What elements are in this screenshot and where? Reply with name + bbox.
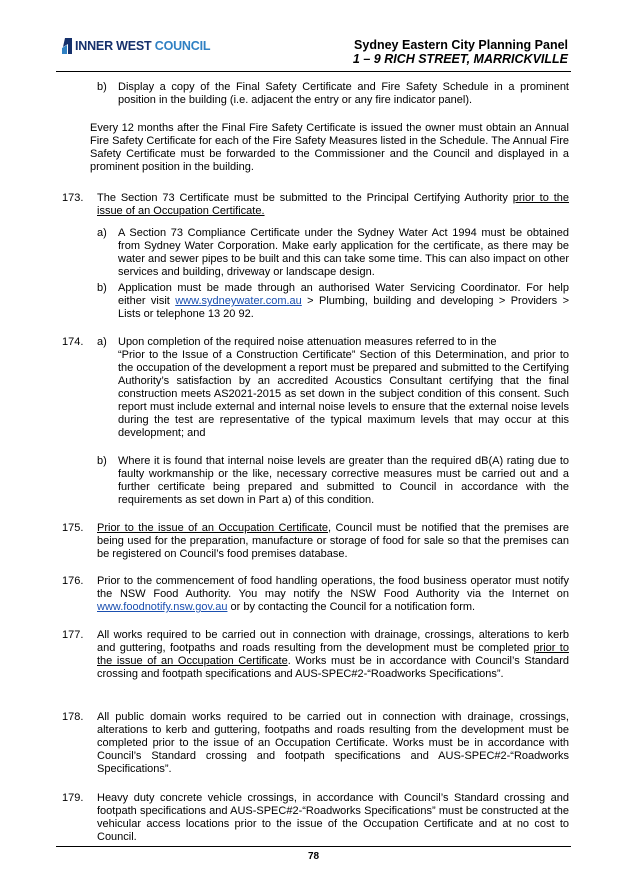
condition-173-a-text: A Section 73 Compliance Certificate under the Sydney Water Act 1994 must be obtained from Sydney Water Corporation. Make early application for the certificate, as there may be water and sewer pipes to be built and this can take some time. This can also impact on other services and building, driveway or landscape design. xyxy=(118,227,569,278)
logo-text-inner-west: INNER WEST xyxy=(75,39,155,53)
condition-178-text: All public domain works required to be carried out in connection with drainage, crossings, alterations to kerb and guttering, footpaths and roads resulting from the development must be completed prior to the issue of an Occupation Certificate. Works must be in accordance with Council’s Standard crossing and footpath specifications and AUS-SPEC#2-“Roadworks Specifications”. xyxy=(97,711,569,775)
condition-173-text-intro: The Section 73 Certificate must be submitted to the Principal Certifying Authority xyxy=(97,192,513,204)
footer-rule xyxy=(56,846,571,847)
page-number: 78 xyxy=(307,851,320,862)
condition-173-timing: prior to the issue of an Occupation Certificate. xyxy=(97,192,569,217)
condition-174-a-first-line: Upon completion of the required noise attenuation measures referred to in the xyxy=(118,336,497,348)
condition-174-b-text: Where it is found that internal noise levels are greater than the required dB(A) rating due to faulty workmanship or the like, necessary corrective measures must be carried out and a further certificate being prepared and submitted to Council in accordance with the requirements as set down in Part a) of this condition. xyxy=(118,455,569,506)
condition-175-number: 175. xyxy=(62,522,84,534)
condition-178-number: 178. xyxy=(62,711,84,723)
condition-176-intro: Prior to the commencement of food handling operations, the food business operator must notify the NSW Food Authority. You may notify the NSW Food Authority via the Internet on xyxy=(97,575,569,600)
condition-173-b-text xyxy=(118,282,569,321)
condition-176-number: 176. xyxy=(62,575,84,587)
condition-174-a-text: “Prior to the Issue of a Construction Certificate” Section of this Determination, and prior to the occupation of the development a report must be prepared and submitted to the Certifying Authority’s satisfaction by an accredited Acoustics Consultant certifying that the final construction meets AS2021-2015 as set down in the subject condition of this consent. Such report must include external and internal noise levels to ensure that the external noise levels during the test are representative of the typical maximum levels that may occur at this development; and xyxy=(118,349,569,439)
header-title-block xyxy=(353,38,568,66)
condition-177-outro: . Works must be in accordance with Council’s Standard crossing and footpath specifications and AUS-SPEC#2-“Roadworks Specifications”. xyxy=(97,655,569,680)
condition-173-b-label: b) xyxy=(97,282,107,294)
condition-176-text xyxy=(97,575,569,614)
condition-179-number: 179. xyxy=(62,792,84,804)
condition-177-timing: prior to the issue of an Occupation Certificate xyxy=(97,642,569,667)
council-logo xyxy=(62,38,210,54)
condition-175-timing: Prior to the issue of an Occupation Certificate xyxy=(97,522,329,534)
condition-173-text xyxy=(97,192,569,218)
logo-text xyxy=(75,39,210,53)
page-header xyxy=(0,0,627,80)
condition-174-number: 174. xyxy=(62,336,84,348)
condition-175-text xyxy=(97,522,569,561)
condition-173-b-outro: > Plumbing, building and developing > Providers > Lists or telephone 13 20 92. xyxy=(118,295,569,320)
condition-174-b-label: b) xyxy=(97,455,107,467)
panel-title: Sydney Eastern City Planning Panel xyxy=(354,38,568,52)
site-address: 1 – 9 RICH STREET, MARRICKVILLE xyxy=(352,52,568,66)
sydney-water-link[interactable]: www.sydneywater.com.au xyxy=(175,295,302,307)
logo-text-council: COUNCIL xyxy=(154,39,211,53)
condition-173-number: 173. xyxy=(62,192,84,204)
header-rule xyxy=(56,71,571,72)
condition-179-text: Heavy duty concrete vehicle crossings, in accordance with Council’s Standard crossing and footpath specifications and AUS-SPEC#2-“Roadworks Specifications” must be constructed at the vehicular access locations prior to the issue of the Occupation Certificate and at no cost to Council. xyxy=(97,792,569,843)
food-notify-link[interactable]: www.foodnotify.nsw.gov.au xyxy=(97,601,228,613)
condition-176-outro: or by contacting the Council for a notification form. xyxy=(227,601,476,613)
condition-173-a-label: a) xyxy=(97,227,107,239)
condition-177-text xyxy=(97,629,569,681)
condition-174-a-label: a) xyxy=(97,336,107,348)
inner-west-council-logo-icon xyxy=(62,38,72,54)
annual-fire-safety-paragraph: Every 12 months after the Final Fire Safety Certificate is issued the owner must obtain an Annual Fire Safety Certificate for each of the Fire Safety Measures listed in the Schedule. The Annual Fire Safety Certificate must be forwarded to the Commissioner and the Council and displayed in a prominent position in the building. xyxy=(90,122,569,173)
condition-172-b-label: b) xyxy=(97,81,107,93)
condition-172-b-text: Display a copy of the Final Safety Certificate and Fire Safety Schedule in a prominent position in the building (i.e. adjacent the entry or any fire indicator panel). xyxy=(118,81,569,106)
condition-173-b-intro: Application must be made through an authorised Water Servicing Coordinator. For help either visit xyxy=(118,282,569,307)
condition-177-number: 177. xyxy=(62,629,84,641)
condition-175-body: , Council must be notified that the premises are being used for the preparation, manufacture or storage of food for sale so that the premises can be registered on Council’s food premises database. xyxy=(97,522,569,560)
condition-177-intro: All works required to be carried out in connection with drainage, crossings, alterations to kerb and guttering, footpaths and roads resulting from the development must be completed xyxy=(97,629,569,654)
